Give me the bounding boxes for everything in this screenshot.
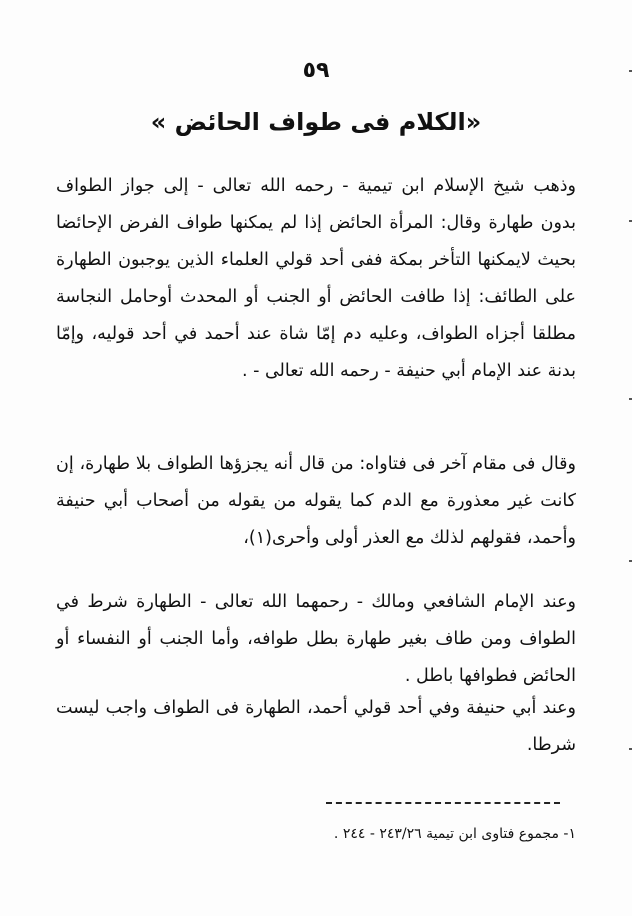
paragraph-1-text: وذهب شيخ الإسلام ابن تيمية - رحمه الله تعالى - إلى جواز الطواف بدون طهارة وقال: المرأة الحائض إذا لم يمكنها طواف الفرض الإحائضا بحيث لايمكنها التأخر بمكة ففى أحد قولي العلماء الذين يوجبون الطهارة على الطائف: إذا طافت الحائض أو الجنب أو المحدث أوحامل النجاسة مطلقا أجزاه الطواف، وعليه دم إمّا شاة عند أحمد في أحد قوليه، وإمّا بدنة عند الإمام أبي حنيفة - رحمه الله تعالى - .	[56, 176, 576, 381]
footnote: ١- مجموع فتاوى ابن تيمية ٢٤٣/٢٦ - ٢٤٤ .	[333, 826, 576, 842]
footnote-divider	[326, 802, 560, 804]
page-number: ٥٩	[302, 58, 330, 83]
paragraph-3-text: وعند الإمام الشافعي ومالك - رحمهما الله تعالى - الطهارة شرط في الطواف ومن طاف بغير طهارة بطل طوافه، وأما الجنب أو النفساء أو الحائض فطوافها باطل .	[56, 592, 576, 686]
paragraph-1	[56, 168, 576, 390]
section-heading: «الكلام فى طواف الحائض »	[150, 108, 482, 136]
paragraph-2-text: وقال فى مقام آخر فى فتاواه: من قال أنه يجزؤها الطواف بلا طهارة، إن كانت غير معذورة مع الدم كما يقوله من يقوله من أصحاب أبي حنيفة وأحمد، فقولهم لذلك مع العذر أولى وأحرى(١)،	[56, 454, 576, 548]
paragraph-3	[56, 584, 576, 695]
paragraph-2	[56, 446, 576, 557]
paragraph-4	[56, 690, 576, 764]
paragraph-4-text: وعند أبي حنيفة وفي أحد قولي أحمد، الطهارة فى الطواف واجب ليست شرطا.	[56, 698, 576, 755]
